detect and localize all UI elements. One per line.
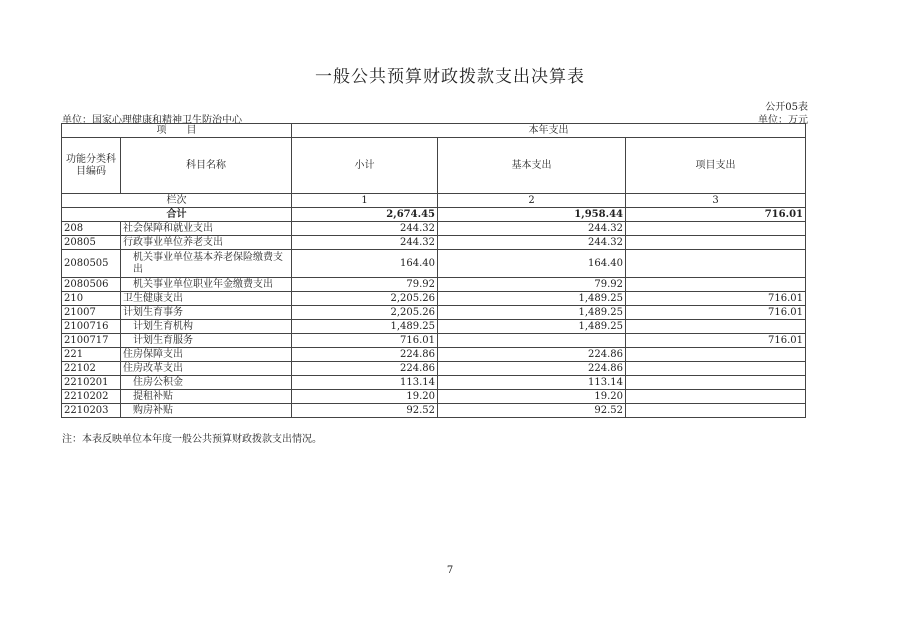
row-code: 2100716 (62, 320, 121, 334)
column-index-3: 3 (626, 194, 806, 208)
row-subtotal: 113.14 (292, 376, 438, 390)
row-basic: 164.40 (438, 250, 626, 278)
row-subtotal: 1,489.25 (292, 320, 438, 334)
header-name: 科目名称 (121, 138, 292, 194)
row-code: 2080505 (62, 250, 121, 278)
total-label: 合计 (62, 208, 292, 222)
row-project (626, 250, 806, 278)
table-row (62, 404, 806, 418)
row-code: 221 (62, 348, 121, 362)
row-subtotal: 244.32 (292, 236, 438, 250)
column-index-2: 2 (438, 194, 626, 208)
row-project: 716.01 (626, 292, 806, 306)
total-subtotal: 2,674.45 (292, 208, 438, 222)
row-name: 住房改革支出 (121, 362, 292, 376)
page-number: 7 (446, 565, 454, 576)
row-code: 210 (62, 292, 121, 306)
row-name: 购房补贴 (121, 404, 292, 418)
row-project: 716.01 (626, 306, 806, 320)
row-project (626, 362, 806, 376)
row-code: 20805 (62, 236, 121, 250)
table-row (62, 250, 806, 278)
row-name: 计划生育机构 (121, 320, 292, 334)
row-name: 提租补贴 (121, 390, 292, 404)
table-row (62, 348, 806, 362)
table-row (62, 390, 806, 404)
row-subtotal: 2,205.26 (292, 306, 438, 320)
table-row (62, 292, 806, 306)
row-name: 计划生育事务 (121, 306, 292, 320)
row-basic: 79.92 (438, 278, 626, 292)
row-project (626, 222, 806, 236)
header-current-expense: 本年支出 (292, 124, 806, 138)
row-subtotal: 716.01 (292, 334, 438, 348)
row-subtotal: 2,205.26 (292, 292, 438, 306)
row-project: 716.01 (626, 334, 806, 348)
row-subtotal: 92.52 (292, 404, 438, 418)
row-basic (438, 334, 626, 348)
appropriation-table (61, 123, 806, 418)
row-basic: 1,489.25 (438, 306, 626, 320)
table-row (62, 222, 806, 236)
form-number: 公开05表 (765, 102, 808, 113)
row-basic: 244.32 (438, 236, 626, 250)
header-project: 项目支出 (626, 138, 806, 194)
row-project (626, 348, 806, 362)
table-row (62, 278, 806, 292)
table-row (62, 334, 806, 348)
row-project (626, 278, 806, 292)
row-name: 卫生健康支出 (121, 292, 292, 306)
row-name: 机关事业单位基本养老保险缴费支出 (121, 250, 292, 278)
table-row (62, 306, 806, 320)
row-basic: 19.20 (438, 390, 626, 404)
header-subtotal: 小计 (292, 138, 438, 194)
organization-label: 单位：国家心理健康和精神卫生防治中心 (62, 115, 242, 126)
row-name: 行政事业单位养老支出 (121, 236, 292, 250)
row-subtotal: 164.40 (292, 250, 438, 278)
header-basic: 基本支出 (438, 138, 626, 194)
row-basic: 224.86 (438, 348, 626, 362)
row-basic: 1,489.25 (438, 320, 626, 334)
row-code: 208 (62, 222, 121, 236)
header-item: 项 目 (62, 124, 292, 138)
row-subtotal: 79.92 (292, 278, 438, 292)
row-code: 21007 (62, 306, 121, 320)
page-title: 一般公共预算财政拨款支出决算表 (315, 67, 585, 87)
row-code: 2210201 (62, 376, 121, 390)
row-subtotal: 19.20 (292, 390, 438, 404)
row-subtotal: 224.86 (292, 362, 438, 376)
row-name: 住房保障支出 (121, 348, 292, 362)
row-code: 2080506 (62, 278, 121, 292)
unit-label: 单位：万元 (758, 115, 808, 126)
row-basic: 92.52 (438, 404, 626, 418)
row-name: 社会保障和就业支出 (121, 222, 292, 236)
row-basic: 113.14 (438, 376, 626, 390)
row-code: 22102 (62, 362, 121, 376)
row-project (626, 320, 806, 334)
row-code: 2100717 (62, 334, 121, 348)
row-basic: 1,489.25 (438, 292, 626, 306)
table-row (62, 362, 806, 376)
row-name: 住房公积金 (121, 376, 292, 390)
row-subtotal: 224.86 (292, 348, 438, 362)
row-name: 机关事业单位职业年金缴费支出 (121, 278, 292, 292)
row-subtotal: 244.32 (292, 222, 438, 236)
column-index-label: 栏次 (62, 194, 292, 208)
row-basic: 224.86 (438, 362, 626, 376)
table-row (62, 320, 806, 334)
total-basic: 1,958.44 (438, 208, 626, 222)
column-index-1: 1 (292, 194, 438, 208)
row-project (626, 404, 806, 418)
table-note: 注：本表反映单位本年度一般公共预算财政拨款支出情况。 (62, 434, 322, 445)
row-name: 计划生育服务 (121, 334, 292, 348)
row-project (626, 390, 806, 404)
row-basic: 244.32 (438, 222, 626, 236)
row-project (626, 376, 806, 390)
table-row (62, 236, 806, 250)
row-code: 2210202 (62, 390, 121, 404)
header-code: 功能分类科目编码 (62, 138, 121, 194)
table-row (62, 376, 806, 390)
total-project: 716.01 (626, 208, 806, 222)
row-project (626, 236, 806, 250)
row-code: 2210203 (62, 404, 121, 418)
